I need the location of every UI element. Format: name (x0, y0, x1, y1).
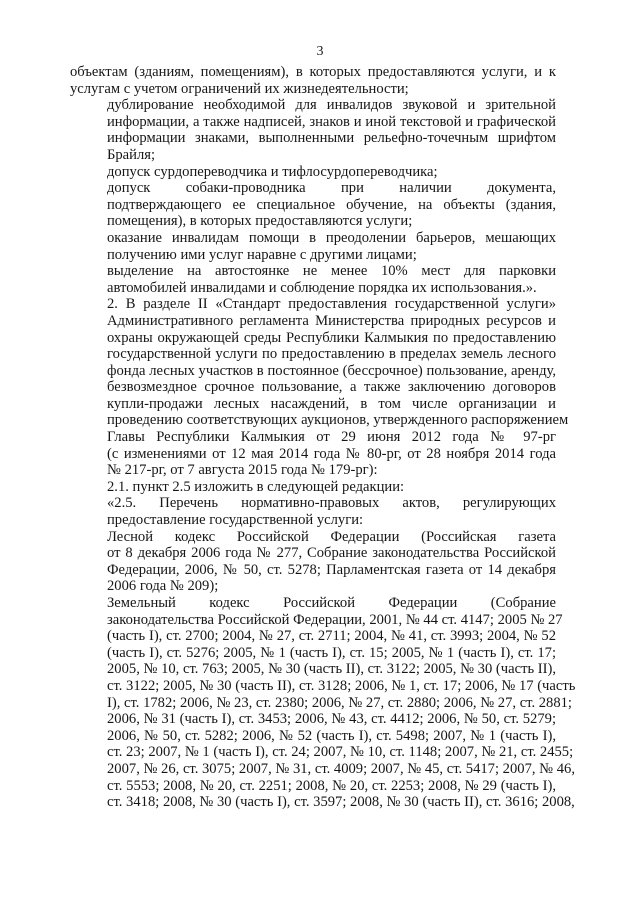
paragraph (70, 479, 556, 496)
text-line: 2.1. пункт 2.5 изложить в следующей редакции: (107, 478, 405, 495)
paragraph (70, 296, 569, 479)
text-line: ст. 3418; 2008, № 30 (часть I), ст. 3597; 2008, № 30 (часть II), ст. 3616; 2008, (107, 794, 575, 811)
text-line: допуск собаки-проводника при наличии документа, (107, 180, 556, 197)
text-line: ст. 5553; 2008, № 20, ст. 2251; 2008, № 20, ст. 2253; 2008, № 29 (часть I), (107, 777, 556, 794)
text-line: Лесной кодекс Российской Федерации (Российская газета (107, 528, 556, 545)
text-line: помещения), в которых предоставляются услуги; (107, 213, 413, 230)
text-line: 2. В разделе II «Стандарт предоставления государственной услуги» (107, 296, 556, 313)
text-line: ст. 23; 2007, № 1 (часть I), ст. 24; 2007, № 10, ст. 1148; 2007, № 21, ст. 2455; (107, 744, 574, 761)
text-line: купли-продажи лесных насаждений, в том числе организации и (107, 395, 556, 412)
text-line: Федерации, 2006, № 50, ст. 5278; Парламентская газета от 14 декабря (107, 561, 556, 578)
paragraph (70, 164, 556, 181)
text-line: услугам с учетом ограничений их жизнедеятельности; (70, 80, 409, 97)
paragraph (70, 595, 576, 811)
text-line: I), ст. 1782; 2006, № 23, ст. 2380; 2006, № 27, ст. 2880; 2006, № 27, ст. 2881; (107, 694, 572, 711)
text-line: информации, а также надписей, знаков и иной текстовой и графической (107, 113, 556, 130)
text-line: от 8 декабря 2006 года № 277, Собрание законодательства Российской (107, 545, 556, 562)
text-line: 2006 года № 209); (107, 578, 219, 595)
text-line: подтверждающего ее специальное обучение, на объекты (здания, (107, 196, 556, 213)
paragraph (70, 529, 556, 595)
text-line: (часть I), ст. 5276; 2005, № 1 (часть I), ст. 15; 2005, № 1 (часть I), ст. 17; (107, 644, 556, 661)
text-line: выделение на автостоянке не менее 10% мест для парковки (107, 263, 556, 280)
text-line: объектам (зданиям, помещениям), в которых предоставляются услуги, и к (70, 64, 556, 80)
text-line: Брайля; (107, 146, 156, 163)
document-body (70, 64, 576, 811)
text-line: оказание инвалидам помощи в преодолении барьеров, мешающих (107, 229, 556, 246)
text-line: (часть I), ст. 2700; 2004, № 27, ст. 2711; 2004, № 41, ст. 3993; 2004, № 52 (107, 628, 556, 645)
text-line: 2007, № 26, ст. 3075; 2007, № 31, ст. 4009; 2007, № 45, ст. 5417; 2007, № 46, (107, 760, 575, 777)
text-line: информации знаками, выполненными рельефно-точечным шрифтом (107, 130, 556, 147)
text-line: Административного регламента Министерства природных ресурсов и (107, 312, 556, 329)
text-line: Главы Республики Калмыкия от 29 июня 2012 года № 97-рг (107, 429, 556, 446)
text-line: ст. 3122; 2005, № 30 (часть II), ст. 3128; 2006, № 1, ст. 17; 2006, № 17 (часть (107, 677, 576, 694)
text-line: получению ими услуг наравне с другими лицами; (107, 246, 417, 263)
paragraph (70, 230, 556, 263)
text-line: (с изменениями от 12 мая 2014 года № 80-рг, от 28 ноября 2014 года (107, 445, 556, 462)
text-line: «2.5. Перечень нормативно-правовых актов, регулирующих (107, 495, 556, 512)
paragraph (70, 97, 556, 163)
text-line: 2006, № 31 (часть I), ст. 3453; 2006, № 43, ст. 4412; 2006, № 50, ст. 5279; (107, 711, 556, 728)
paragraph (70, 495, 556, 528)
text-line: дублирование необходимой для инвалидов звуковой и зрительной (107, 97, 556, 114)
text-line: законодательства Российской Федерации, 2001, № 44 ст. 4147; 2005 № 27 (107, 611, 563, 628)
text-line: 2006, № 50, ст. 5282; 2006, № 52 (часть I), ст. 5498; 2007, № 1 (часть I), (107, 727, 556, 744)
paragraph (70, 64, 556, 97)
text-line: предоставление государственной услуги: (107, 512, 364, 529)
text-line: охраны окружающей среды Республики Калмыкия по предоставлению (107, 329, 556, 346)
text-line: допуск сурдопереводчика и тифлосурдопереводчика; (107, 163, 438, 180)
text-line: 2005, № 10, ст. 763; 2005, № 30 (часть II), ст. 3122; 2005, № 30 (часть II), (107, 661, 556, 678)
text-line: проведению соответствующих аукционов, утвержденного распоряжением (107, 412, 569, 429)
text-line: фонда лесных участков в постоянное (бессрочное) пользование, аренду, (107, 362, 556, 379)
text-line: № 217-рг, от 7 августа 2015 года № 179-рг): (107, 462, 378, 479)
page-number: 3 (316, 44, 324, 59)
text-line: Земельный кодекс Российской Федерации (Собрание (107, 595, 556, 611)
paragraph (70, 180, 556, 230)
paragraph (70, 263, 556, 296)
text-line: автомобилей инвалидами и соблюдение порядка их использования.». (107, 279, 537, 296)
text-line: безвозмездное срочное пользование, а также заключению договоров (107, 379, 556, 396)
text-line: государственной услуги по предоставлению в пределах земель лесного (107, 346, 556, 363)
